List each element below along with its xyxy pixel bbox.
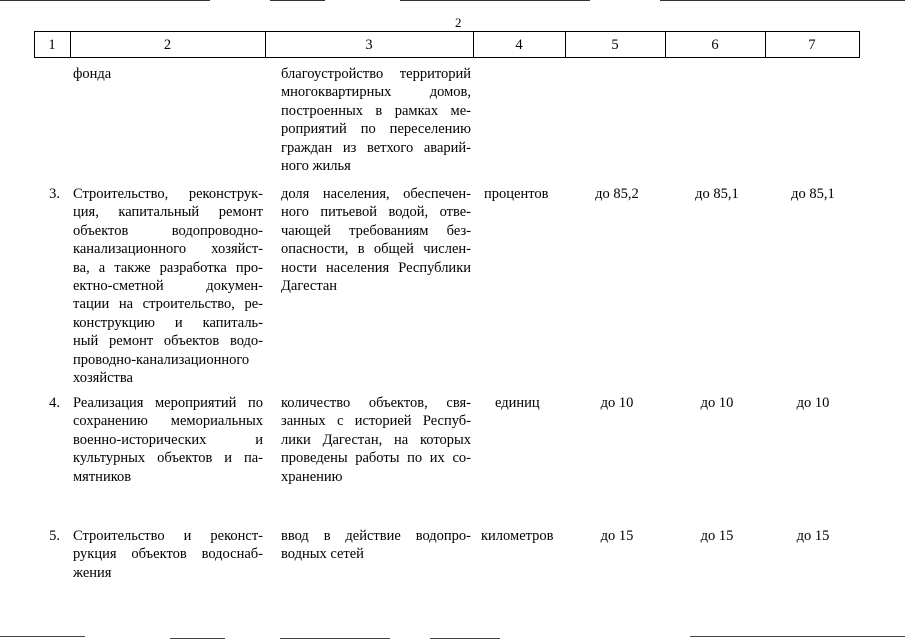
page-number: 2: [455, 15, 462, 30]
row-5-activity: [73, 527, 263, 582]
text-line: хранению: [281, 468, 343, 485]
text-line: канализационного хозяйст-: [73, 241, 263, 258]
row-number: 4.: [49, 395, 60, 411]
text-line: мятников: [73, 468, 132, 485]
row-3-unit: процентов: [484, 186, 549, 202]
text-line: ного питьевой водой, отве-: [281, 204, 471, 221]
text-line: Строительство, реконструк-: [73, 186, 263, 202]
text-line: опасности, в общей числен-: [281, 241, 471, 258]
text-line: благоустройство территорий: [281, 66, 471, 82]
row-4-value-7: до 10: [796, 395, 830, 411]
continuation-col2: фонда: [73, 66, 112, 82]
text-line: Реализация мероприятий по: [73, 395, 263, 411]
text-line: проводно-канализационного: [73, 351, 250, 368]
text-line: роприятий по переселению: [281, 121, 471, 138]
text-line: сохранению мемориальных: [73, 413, 263, 430]
text-line: занных с историей Респуб-: [281, 413, 471, 430]
text-line: тации на строительство, ре-: [73, 296, 263, 313]
text-line: ектно-сметной докумен-: [73, 277, 263, 294]
row-5-indicator: [281, 527, 471, 564]
header-col-3: 3: [365, 37, 373, 53]
text-line: ный ремонт объектов водо-: [73, 333, 263, 350]
row-number: 5.: [49, 528, 60, 544]
text-line: водных сетей: [281, 546, 364, 563]
text-line: ция, капитальный ремонт: [73, 204, 263, 221]
row-5-value-5: до 15: [600, 528, 634, 544]
row-4-value-5: до 10: [600, 395, 634, 411]
row-4-indicator: [281, 394, 471, 486]
text-line: количество объектов, свя-: [281, 395, 471, 411]
header-col-6: 6: [711, 37, 719, 53]
header-col-1: 1: [48, 37, 56, 53]
text-line: граждан из ветхого аварий-: [281, 139, 471, 156]
row-3-value-6: до 85,1: [695, 186, 739, 202]
header-border: [859, 31, 860, 58]
text-line: конструкцию и капиталь-: [73, 314, 263, 331]
text-line: рукция объектов водоснаб-: [73, 546, 263, 563]
text-line: хозяйства: [73, 369, 133, 386]
text-line: ности населения Республики: [281, 259, 471, 276]
text-line: ввод в действие водопро-: [281, 528, 471, 544]
text-line: доля населения, обеспечен-: [281, 186, 471, 202]
row-4-activity: [73, 394, 263, 486]
text-line: военно-исторических и: [73, 431, 263, 448]
text-line: проведены работы по их со-: [281, 450, 471, 467]
text-line: Дагестан: [281, 277, 338, 294]
row-3-value-5: до 85,2: [595, 186, 639, 202]
text-line: Строительство и реконст-: [73, 528, 263, 544]
row-3-activity: [73, 185, 263, 387]
row-5-value-6: до 15: [700, 528, 734, 544]
text-line: многоквартирных домов,: [281, 84, 471, 101]
row-number: 3.: [49, 186, 60, 202]
row-3-value-7: до 85,1: [791, 186, 835, 202]
text-line: ва, а также разработка про-: [73, 259, 263, 276]
text-line: объектов водопроводно-: [73, 222, 263, 239]
row-3-indicator: [281, 185, 471, 295]
text-line: построенных в рамках ме-: [281, 102, 471, 119]
header-col-2: 2: [163, 37, 172, 53]
text-line: культурных объектов и па-: [73, 450, 263, 467]
row-4-unit: единиц: [495, 395, 540, 411]
top-scan-edge: [0, 0, 905, 2]
continuation-col3: [281, 65, 471, 175]
header-col-7: 7: [808, 37, 816, 53]
header-col-5: 5: [611, 37, 619, 53]
text-line: лики Дагестан, на которых: [281, 431, 471, 448]
text-line: жения: [73, 564, 112, 581]
header-col-4: 4: [515, 37, 523, 53]
row-5-value-7: до 15: [796, 528, 830, 544]
text-line: ного жилья: [281, 157, 351, 174]
row-4-value-6: до 10: [700, 395, 734, 411]
row-5-unit: километров: [481, 528, 554, 544]
bottom-scan-edge: [0, 632, 905, 640]
text-line: чающей требованиям без-: [281, 222, 471, 239]
